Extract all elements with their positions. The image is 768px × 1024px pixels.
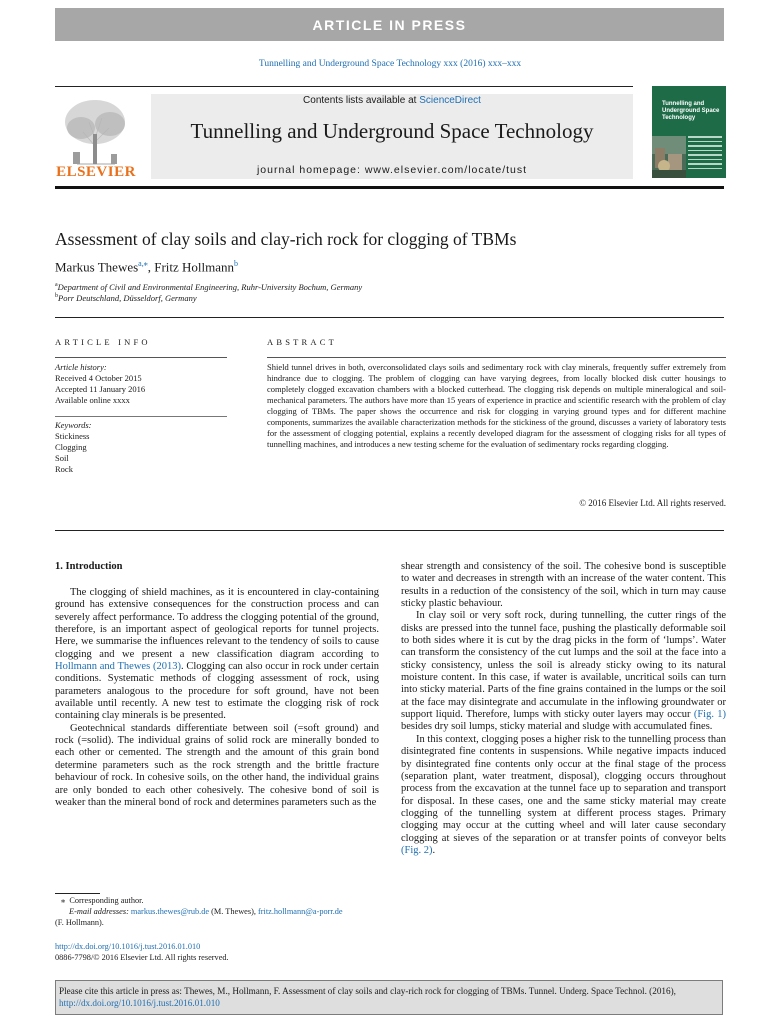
- cover-contents-lines: [688, 136, 722, 172]
- info-top-rule: [55, 317, 724, 318]
- contents-line: [151, 95, 633, 106]
- citation-text: Please cite this article in press as: Thewes, M., Hollmann, F. Assessment of clay soils and clay-rich rock for clogging of TBMs. Tunnel. Underg. Space Technol. (2016),: [59, 986, 676, 996]
- article-title: Assessment of clay soils and clay-rich rock for clogging of TBMs: [55, 229, 517, 249]
- keywords-label: Keywords:: [55, 420, 92, 430]
- header-bottom-rule: [55, 186, 724, 189]
- abstract-copyright: © 2016 Elsevier Ltd. All rights reserved.: [579, 498, 726, 508]
- footnote: [55, 895, 385, 928]
- author-name: Fritz Hollmann: [154, 259, 235, 275]
- doi-link[interactable]: http://dx.doi.org/10.1016/j.tust.2016.01.010: [55, 942, 201, 951]
- keyword-item: Rock: [55, 464, 73, 474]
- author-affiliation-link[interactable]: a,⁎: [138, 259, 148, 268]
- journal-header-box: [151, 94, 633, 179]
- author-name: Markus Thewes: [55, 259, 139, 275]
- email-link-thewes[interactable]: markus.thewes@rub.de: [130, 907, 210, 916]
- citation-box: [55, 980, 723, 1015]
- article-history-label: Article history:: [55, 362, 107, 372]
- article-history-list: [55, 373, 145, 406]
- body-left-column: [55, 587, 379, 809]
- author-affiliation-link[interactable]: b: [234, 259, 239, 268]
- body-paragraph: In this context, clogging poses a higher risk to the tunnelling process than disintegrated fine contents in suspensions. While negative impacts induced by disintegrated fine contents only occur at the final stage of the process (separation plant, water treatment, disposal), clogging occurs throughout process from the excavation at the tunnel face up to separation and transport for disposal. In these cases, one and the same sticky material may create clogging of the tunnelling system at different process stages. Primary clogging may occur at the cutting wheel and will later cause secondary clogging at sieves of the separation or at transfer points of conveyor belts (Fig. 2).: [401, 733, 726, 856]
- body-right-column: [401, 561, 726, 857]
- keyword-item: Stickiness: [55, 431, 90, 441]
- affiliation-a: $^a$Department of Civil and Environmental Engineering, Ruhr-University Bochum, Germany: [55, 282, 363, 292]
- section-heading-introduction: 1. Introduction: [55, 561, 123, 572]
- body-paragraph: The clogging of shield machines, as it is encountered in clay-containing ground has extensive consequences for the construction process and can severely affect performance. To address the clogging potential of the ground, therefore, is an important aspect of geological reports for tunnel projects. Here, we summarise the influences relevant to the tendency of soils to cause clogging and we present a new classification diagram according to Hollmann and Thewes (2013). Clogging can also occur in rock under certain conditions. Systematic methods of clogging assessment of rock, using parameters analogous to the procedure for soft ground, have not been available until recently. A new test to estimate the clogging risk of rock containing clay minerals is be presented.: [55, 587, 379, 722]
- citation-doi-link[interactable]: http://dx.doi.org/10.1016/j.tust.2016.01.010: [59, 998, 220, 1008]
- keyword-item: Soil: [55, 453, 69, 463]
- body-paragraph: Geotechnical standards differentiate between soil (=soft ground) and rock (=solid). The individual grains of solid rock are minerally bonded to each other or cemented. The strength and the amount of this grain bond determine parameters such as the rock strength and the brittle fracture behaviour of rock. In cohesive soils, on the other hand, the individual grains are only bonded to each other cohesively. The cohesive bond of soil is weaker than the mineral bond of rock and determines parameters such as the: [55, 722, 379, 808]
- history-online: Available online xxxx: [55, 395, 130, 405]
- abstract-text: Shield tunnel drives in both, overconsolidated clays soils and sedimentary rock with clay minerals, frequently suffer extremely from hindrance due to clogging. The problem of clogging can have varying degrees, from locally blocked disk cutter housings to completely clogged excavation chambers with a blocked cutterhead. The clogging risk depends on multiple mineralogical and soil-mechanical parameters. The authors have more than 15 years of experience in practice and scientific research with the problem of clay clogging of TBMs. The paper shows the occurrence and risk for clogging in varying ground types and for different machine components, summarizes the available characterization methods for the stickiness of the ground, discusses a variety of laboratory tests for the assessment of clogging potential, explains a recently developed diagram for the assessment of clogging risks for all types of tunnelling machines, and introduces a new testing scheme for the evaluation of sedimentary rocks regarding clogging.: [267, 362, 726, 449]
- journal-reference[interactable]: [0, 59, 768, 69]
- sciencedirect-link[interactable]: ScienceDirect: [419, 95, 481, 106]
- email-continuation: (F. Hollmann).: [55, 918, 104, 927]
- history-received: Received 4 October 2015: [55, 373, 142, 383]
- article-info-rule: [55, 357, 227, 358]
- article-in-press-banner: ARTICLE IN PRESS: [55, 8, 724, 41]
- journal-cover-thumbnail[interactable]: [652, 86, 726, 178]
- keywords-list: [55, 431, 89, 475]
- abstract-rule: [267, 357, 726, 358]
- citation-link-hollmann-thewes[interactable]: Hollmann and Thewes (2013): [55, 661, 181, 673]
- corresponding-author-note: ⁎ Corresponding author.: [61, 896, 144, 905]
- affiliation-b: $^b$Porr Deutschland, Düsseldorf, Germany: [55, 293, 197, 303]
- body-paragraph: In clay soil or very soft rock, during tunnelling, the cutter rings of the disks are pressed into the tunnel face, pushing the plastically deformable soil to both sides where it is cut by the drag picks in the form of ‘lumps’. Water can transform the consistency of the cut lumps and the soil at the face into a sticky consistency, unless the soil is already sticky owing to its natural moisture content. In this case, if water is available, uncritical soils can turn into sticky material. Parts of the fine grains contained in the lumps or the soil at the face may disintegrate and accumulate in the inflowing groundwater or support liquid. Therefore, lumps with sticky outer layers may occur (Fig. 1) besides dry soil lumps, sticky material and sludge with accumulated fines.: [401, 610, 727, 733]
- doi-block: [55, 941, 229, 963]
- elsevier-wordmark: ELSEVIER: [56, 164, 136, 180]
- email-addresses: E-mail addresses: markus.thewes@rub.de (M. Thewes), fritz.hollmann@a-porr.de: [69, 907, 343, 916]
- cover-title: Tunnelling and Underground Space Technology: [662, 101, 720, 121]
- journal-title: Tunnelling and Underground Space Technology: [190, 119, 594, 143]
- history-accepted: Accepted 11 January 2016: [55, 384, 146, 394]
- figure-2-link[interactable]: (Fig. 2): [401, 844, 433, 856]
- footnote-rule: [55, 893, 100, 894]
- author-list: Markus Thewes$^{a,⁎}$, Fritz Hollmann$^b$: [55, 259, 239, 275]
- body-top-rule: [55, 530, 724, 531]
- journal-homepage[interactable]: journal homepage: www.elsevier.com/locate/tust: [256, 164, 528, 176]
- cover-photo-image: [652, 136, 686, 178]
- contents-prefix: Contents lists available at: [303, 95, 417, 106]
- figure-1-link[interactable]: (Fig. 1): [693, 709, 727, 721]
- body-paragraph: shear strength and consistency of the soil. The cohesive bond is susceptible to water and decreases in strength with an increase of the water content. This results in a reduction of the consistency of the soil, which in turn may cause sticky plastic behaviour.: [401, 561, 726, 610]
- abstract-heading: ABSTRACT: [267, 337, 337, 347]
- article-info-heading: ARTICLE INFO: [55, 337, 151, 347]
- keyword-item: Clogging: [55, 442, 87, 452]
- journal-reference-link[interactable]: Tunnelling and Underground Space Technology xxx (2016) xxx–xxx: [258, 59, 522, 69]
- email-link-hollmann[interactable]: fritz.hollmann@a-porr.de: [258, 907, 343, 916]
- issn-copyright: 0886-7798/© 2016 Elsevier Ltd. All rights reserved.: [55, 953, 229, 962]
- header-top-rule: [55, 86, 633, 87]
- keywords-rule: [55, 416, 227, 417]
